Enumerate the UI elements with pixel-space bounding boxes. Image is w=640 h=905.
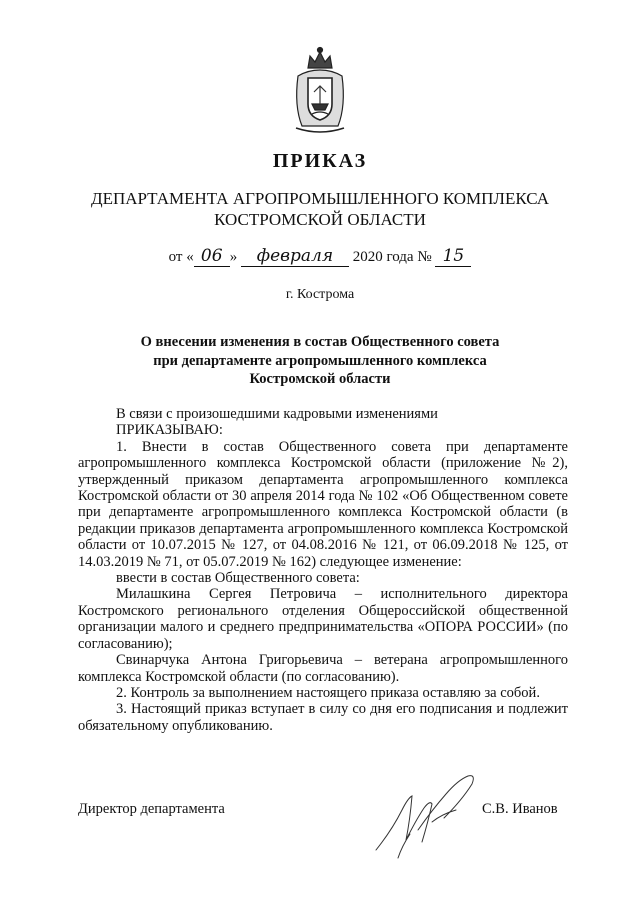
date-mid: » xyxy=(229,249,238,265)
signatory-position: Директор департамента xyxy=(78,801,225,817)
body-paragraph: ПРИКАЗЫВАЮ: xyxy=(116,422,223,439)
date-prefix: от « xyxy=(168,249,194,265)
order-dateline xyxy=(0,246,640,267)
date-month: февраля xyxy=(241,246,349,267)
department-name xyxy=(0,188,640,230)
body-paragraph: ввести в состав Общественного совета: xyxy=(116,570,360,587)
subject-line-3: Костромской области xyxy=(249,371,391,387)
body-paragraph: 3. Настоящий приказ вступает в силу со дня его подписания и подлежит обязательному опубликованию. xyxy=(78,701,568,734)
order-number: 15 xyxy=(435,246,471,267)
coat-of-arms-icon xyxy=(292,46,348,136)
date-year: 2020 года № xyxy=(352,249,432,265)
subject-line-2: при департаменте агропромышленного комплекса xyxy=(153,352,487,369)
body-paragraph: Свинарчука Антона Григорьевича – ветерана агропромышленного комплекса Костромской области (по согласованию). xyxy=(78,652,568,685)
date-day: 06 xyxy=(194,246,230,267)
body-paragraph: В связи с произошедшими кадровыми изменениями xyxy=(116,406,438,422)
order-body xyxy=(78,406,568,734)
city: г. Кострома xyxy=(285,287,355,302)
document-title: ПРИКАЗ xyxy=(272,150,368,172)
department-line-2: КОСТРОМСКОЙ ОБЛАСТИ xyxy=(214,210,426,229)
department-line-1: ДЕПАРТАМЕНТА АГРОПРОМЫШЛЕННОГО КОМПЛЕКСА xyxy=(90,189,550,208)
body-paragraph: 1. Внести в состав Общественного совета при департаменте агропромышленного комплекса Костромской области (приложение №2), утвержденный приказом департамента агропромышленного комплекса Костромской области от 30 апреля 2014 года № 102 «Об Общественном совете при департаменте агропромышленного комплекса Костромской области (в редакции приказов департамента агропромышленного комплекса Костромской области от 10.07.2015 № 127, от 04.08.2016 № 121, от 06.09.2018 № 125, от 14.03.2019 № 71, от 05.07.2019 № 162) следующее изменение: xyxy=(78,438,568,570)
subject-line-1: О внесении изменения в состав Общественного совета xyxy=(140,334,500,350)
body-paragraph: Милашкина Сергея Петровича – исполнительного директора Костромского регионального отделения Общероссийской общественной организации малого и среднего предпринимательства «ОПОРА РОССИИ» (по согласованию); xyxy=(78,586,568,652)
body-paragraph: 2. Контроль за выполнением настоящего приказа оставляю за собой. xyxy=(116,684,540,701)
handwritten-signature-icon xyxy=(372,770,482,860)
signatory-name: С.В. Иванов xyxy=(482,801,558,817)
order-subject xyxy=(80,333,560,389)
